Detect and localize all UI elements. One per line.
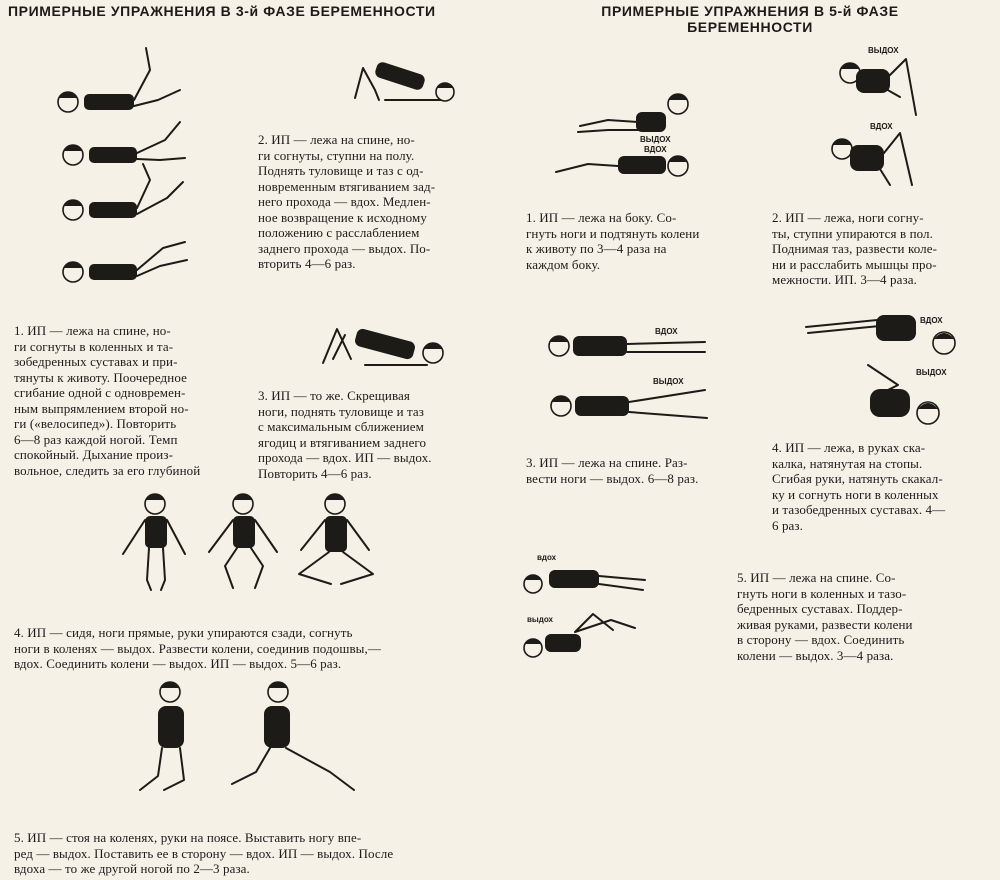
label-exhale-r4: ВЫДОХ [916, 368, 947, 377]
label-exhale-hand-r5: выдох [527, 615, 553, 624]
left-ex4-text: 4. ИП — сидя, ноги прямые, руки упираются сзади, согнуть ноги в коленях — выдох. Развести колени, соединив подошвы,— вдох. Соединить колени — выдох. ИП — выдох. 5—6 раз. [14, 625, 381, 671]
label-exhale-r3: ВЫДОХ [653, 377, 684, 386]
right-ex4-text: 4. ИП — лежа, в руках ска- калка, натянутая на стопы. Сгибая руки, натянуть скакал- ку и согнуть ноги в коленных и тазобедренных суставах. 4— 6 раз. [772, 440, 946, 533]
left-ex1-text: 1. ИП — лежа на спине, но- ги согнуты в коленных и та- зобедренных суставах и при- тянуты к животу. Поочередное сгибание одной с одновремен- ным выпрямлением второй но- ги («велосипед»). Повторить 6—8 раз каждой ногой. Темп спокойный. Дыхание произ- вольное, следить за его глубиной [14, 323, 201, 478]
figure-left-ex4-sitting [115, 490, 380, 600]
figure-right-ex3-legs-apart [545, 322, 720, 427]
figure-right-ex4-jumprope [798, 305, 973, 435]
label-inhale-r2: ВДОХ [870, 122, 893, 131]
figure-right-ex5-knees [515, 550, 655, 660]
label-inhale-r3: ВДОХ [655, 327, 678, 336]
figure-right-ex2-knees-apart [820, 45, 930, 195]
left-ex3-text: 3. ИП — то же. Скрещивая ноги, поднять туловище и таз с максимальным сближением ягодиц и втягиванием заднего прохода — вдох. ИП — выдох. Повторить 4—6 раз. [258, 388, 432, 481]
left-ex2-text: 2. ИП — лежа на спине, но- ги согнуты, ступни на полу. Поднять туловище и таз с од- новременным втягиванием зад- него прохода — вдох. Медлен- ное возвращение к исходному положению с расслаблением заднего прохода — выдох. По- вторить 4—6 раз. [258, 132, 436, 271]
figure-left-ex5-kneeling [130, 680, 365, 800]
label-exhale-r2: ВЫДОХ [868, 46, 899, 55]
right-ex2-text: 2. ИП — лежа, ноги согну- ты, ступни упираются в пол. Поднимая таз, развести коле- ни и расслабить мышцы про- межности. ИП. 3—4 раза. [772, 210, 938, 287]
figure-left-ex1-bicycle [50, 40, 200, 290]
right-page-title [560, 3, 940, 35]
right-ex1-text: 1. ИП — лежа на боку. Со- гнуть ноги и подтянуть колени к животу по 3—4 раза на каждом боку. [526, 210, 700, 272]
figure-left-ex3-bridge [315, 315, 450, 375]
label-inhale-r4: ВДОХ [920, 316, 943, 325]
left-page-title: ПРИМЕРНЫЕ УПРАЖНЕНИЯ В 3-й ФАЗЕ БЕРЕМЕННОСТИ [8, 3, 436, 19]
right-title-line1: ПРИМЕРНЫЕ УПРАЖНЕНИЯ В 5-й ФАЗЕ [601, 3, 899, 19]
figure-left-ex2-bridge [345, 50, 465, 110]
left-ex5-text: 5. ИП — стоя на коленях, руки на поясе. Выставить ногу впе- ред — выдох. Поставить ее в сторону — вдох. ИП — выдох. После вдоха — то же другой ногой по 2—3 раза. [14, 830, 394, 876]
right-ex3-text: 3. ИП — лежа на спине. Раз- вести ноги — выдох. 6—8 раз. [526, 455, 699, 486]
label-inhale-hand-r5: вдох [537, 553, 557, 562]
right-title-line2: БЕРЕМЕННОСТИ [687, 19, 813, 35]
figure-right-ex1-sidelying [548, 90, 698, 190]
label-exhale-r1: ВЫДОХ [640, 135, 671, 144]
label-inhale-r1: ВДОХ [644, 145, 667, 154]
right-ex5-text: 5. ИП — лежа на спине. Со- гнуть ноги в коленных и тазо- бедренных суставах. Поддер- живая руками, развести колени в сторону — вдох. Соединить колени — выдох. 3—4 раза. [737, 570, 913, 663]
